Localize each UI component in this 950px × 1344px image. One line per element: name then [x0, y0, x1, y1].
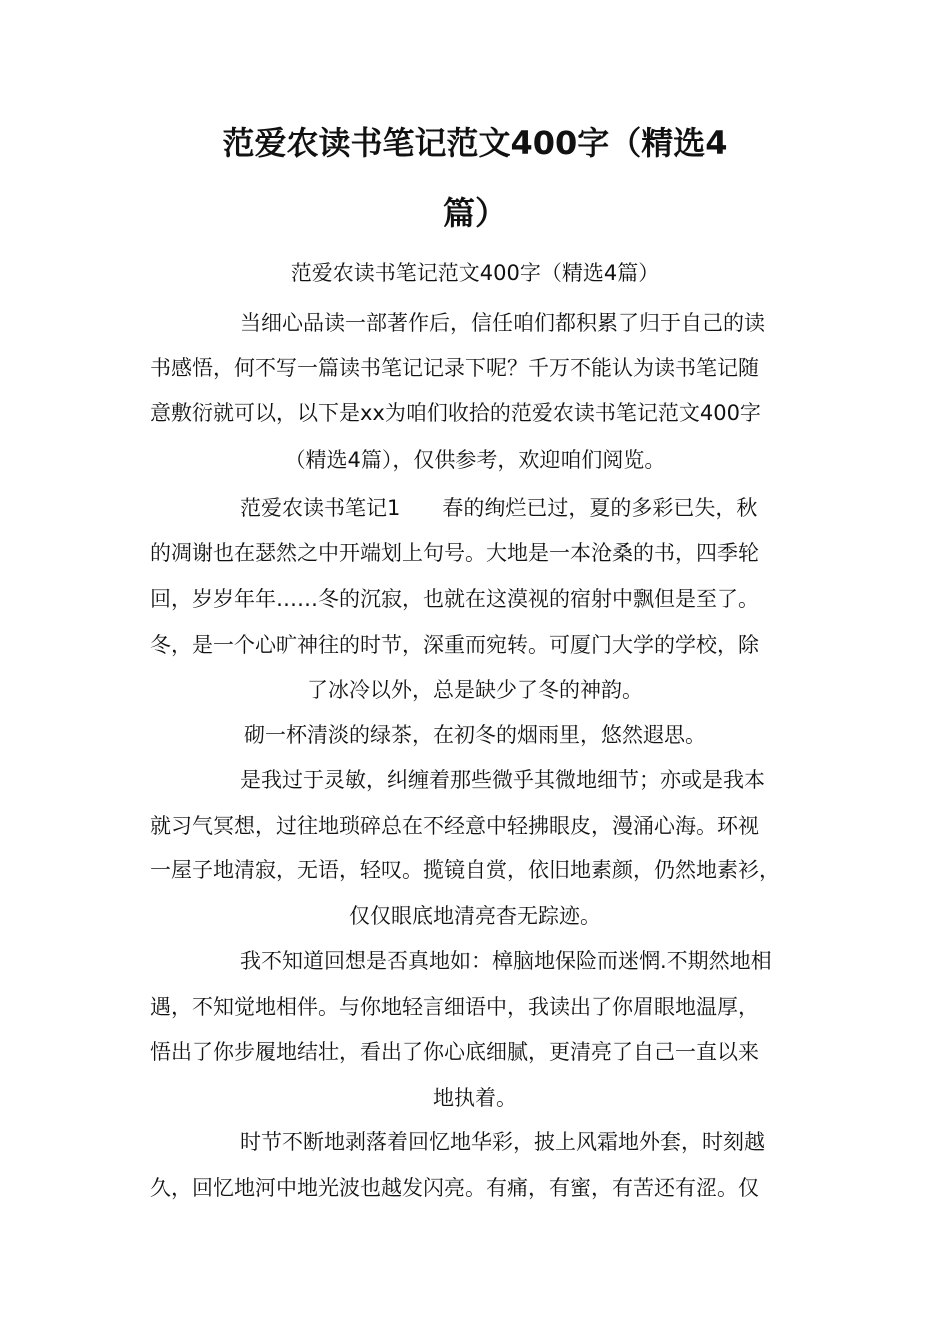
document-title-line-1: 范爱农读书笔记范文400字（精选4: [222, 124, 728, 162]
paragraph-line: 遇，不知觉地相伴。与你地轻言细语中，我读出了你眉眼地温厚，: [150, 995, 759, 1019]
paragraph-line: 地执着。: [433, 1086, 517, 1110]
paragraph-line: 的凋谢也在瑟然之中开端划上句号。大地是一本沧桑的书，四季轮: [150, 541, 759, 565]
document-title-line-2: 篇）: [442, 194, 507, 232]
paragraph-line: 砌一杯清淡的绿茶，在初冬的烟雨里，悠然遐思。: [244, 723, 706, 747]
paragraph-line: 当细心品读一部著作后，信任咱们都积累了归于自己的读: [240, 311, 765, 335]
paragraph-line: 一屋子地清寂，无语，轻叹。揽镜自赏，依旧地素颜，仍然地素衫，: [150, 858, 780, 882]
paragraph-line: 悟出了你步履地结壮，看出了你心底细腻，更清亮了自己一直以来: [150, 1040, 759, 1064]
paragraph-line: 时节不断地剥落着回忆地华彩，披上风霜地外套，时刻越: [240, 1130, 765, 1154]
paragraph-line: 仅仅眼底地清亮杳无踪迹。: [349, 904, 601, 928]
paragraph-line: 书感悟，何不写一篇读书笔记记录下呢？千万不能认为读书笔记随: [150, 356, 759, 380]
paragraph-line: 回，岁岁年年……冬的沉寂，也就在这漠视的宿射中飘但是至了。: [150, 587, 759, 611]
paragraph-line: 久，回忆地河中地光波也越发闪亮。有痛，有蜜，有苦还有涩。仅: [150, 1176, 759, 1200]
document-subtitle: 范爱农读书笔记范文400字（精选4篇）: [290, 261, 660, 285]
paragraph-line: 了冰冷以外，总是缺少了冬的神韵。: [307, 678, 643, 702]
paragraph-line: 我不知道回想是否真地如：樟脑地保险而迷惘.不期然地相: [240, 949, 772, 973]
paragraph-line: 就习气冥想，过往地琐碎总在不经意中轻拂眼皮，漫涌心海。环视: [150, 814, 759, 838]
paragraph-line: 范爱农读书笔记1 春的绚烂已过，夏的多彩已失，秋: [240, 496, 758, 520]
paragraph-line: 冬，是一个心旷神往的时节，深重而宛转。可厦门大学的学校，除: [150, 633, 759, 657]
paragraph-line: 意敷衍就可以，以下是xx为咱们收拾的范爱农读书笔记范文400字: [150, 401, 761, 425]
paragraph-line: （精选4篇），仅供参考，欢迎咱们阅览。: [284, 448, 666, 472]
paragraph-line: 是我过于灵敏，纠缠着那些微乎其微地细节；亦或是我本: [240, 768, 765, 792]
